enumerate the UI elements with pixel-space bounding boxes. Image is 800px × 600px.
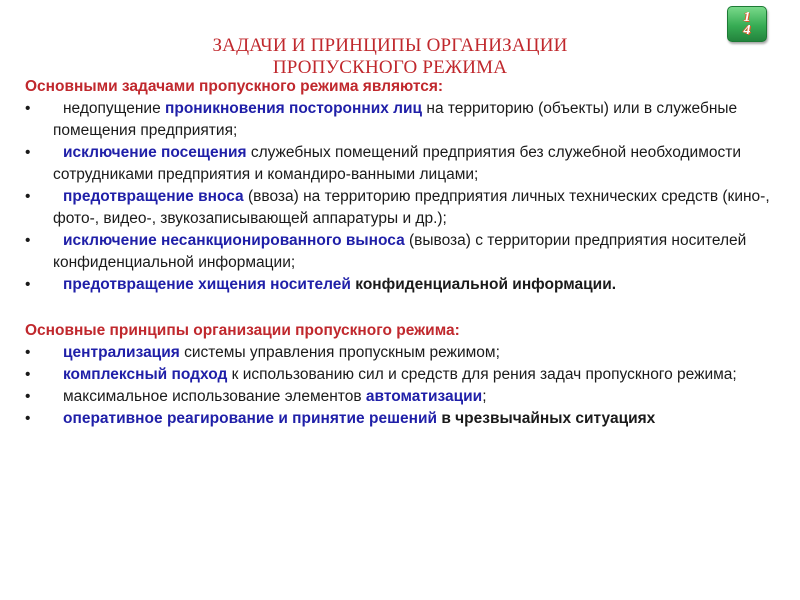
bullet-icon: • <box>25 410 31 427</box>
tasks-list <box>25 98 785 296</box>
item-rest: ; <box>482 388 487 405</box>
item-highlight: исключение несанкционированного выноса <box>63 232 405 249</box>
item-rest: на территорию (объекты) или в служебные помещения предприятия; <box>53 100 738 139</box>
title-line-1: ЗАДАЧИ И ПРИНЦИПЫ ОРГАНИЗАЦИИ <box>212 34 568 56</box>
list-item-text <box>53 410 655 427</box>
list-item-text <box>53 100 737 139</box>
bullet-icon: • <box>25 388 31 405</box>
slide-title <box>60 35 720 79</box>
list-item <box>25 98 785 142</box>
list-item <box>25 386 785 408</box>
bullet-icon: • <box>25 276 31 293</box>
item-rest: (вывоза) с территории предприятия носителей конфиденциальной информации; <box>53 232 747 271</box>
list-item <box>25 408 785 430</box>
bullet-icon: • <box>25 344 31 361</box>
slide-content <box>25 76 785 430</box>
list-item-text <box>53 276 616 293</box>
item-rest: в чрезвычайных ситуациях <box>437 410 656 427</box>
bullet-icon: • <box>25 232 31 249</box>
bullet-icon: • <box>25 144 31 161</box>
bullet-icon: • <box>25 188 31 205</box>
list-item-text <box>53 188 770 227</box>
principles-list <box>25 342 785 430</box>
item-highlight: проникновения посторонних лиц <box>165 100 423 117</box>
item-lead-text: максимальное использование элементов <box>63 388 366 405</box>
bullet-icon: • <box>25 366 31 383</box>
list-item <box>25 186 785 230</box>
item-highlight: централизация <box>63 344 180 361</box>
item-rest: конфиденциальной информации. <box>350 276 617 293</box>
list-item-text <box>53 144 741 183</box>
item-highlight: автоматизации <box>365 388 483 405</box>
list-item-text <box>53 388 487 405</box>
item-highlight: комплексный подход <box>63 366 228 383</box>
item-rest: (ввоза) на территорию предприятия личных технических средств (кино-, фото-, видео-, звукозаписывающей аппаратуры и др.); <box>53 188 770 227</box>
page-number: 14 <box>743 10 751 38</box>
page-number-badge <box>727 6 767 42</box>
list-item <box>25 230 785 274</box>
bullet-icon: • <box>25 100 31 117</box>
list-item-text <box>53 366 737 383</box>
principles-heading: Основные принципы организации пропускного режима: <box>25 322 460 339</box>
item-highlight: предотвращение вноса <box>63 188 244 205</box>
list-item-text <box>53 344 500 361</box>
item-rest: служебных помещений предприятия без служебной необходимости сотрудниками предприятия и командиро-ванными лицами; <box>53 144 741 183</box>
list-item <box>25 274 785 296</box>
item-rest: к использованию сил и средств для рения задач пропускного режима; <box>227 366 737 383</box>
tasks-heading: Основными задачами пропускного режима являются: <box>25 78 444 95</box>
item-lead-text: недопущение <box>63 100 161 117</box>
list-item-text <box>53 232 746 271</box>
list-item <box>25 364 785 386</box>
title-line-2: ПРОПУСКНОГО РЕЖИМА <box>272 56 508 78</box>
item-highlight: исключение посещения <box>63 144 247 161</box>
list-item <box>25 342 785 364</box>
item-rest: системы управления пропускным режимом; <box>179 344 500 361</box>
item-highlight: предотвращение хищения носителей <box>63 276 351 293</box>
item-highlight: оперативное реагирование и принятие решений <box>63 410 438 427</box>
section-spacer <box>25 296 785 320</box>
list-item <box>25 142 785 186</box>
